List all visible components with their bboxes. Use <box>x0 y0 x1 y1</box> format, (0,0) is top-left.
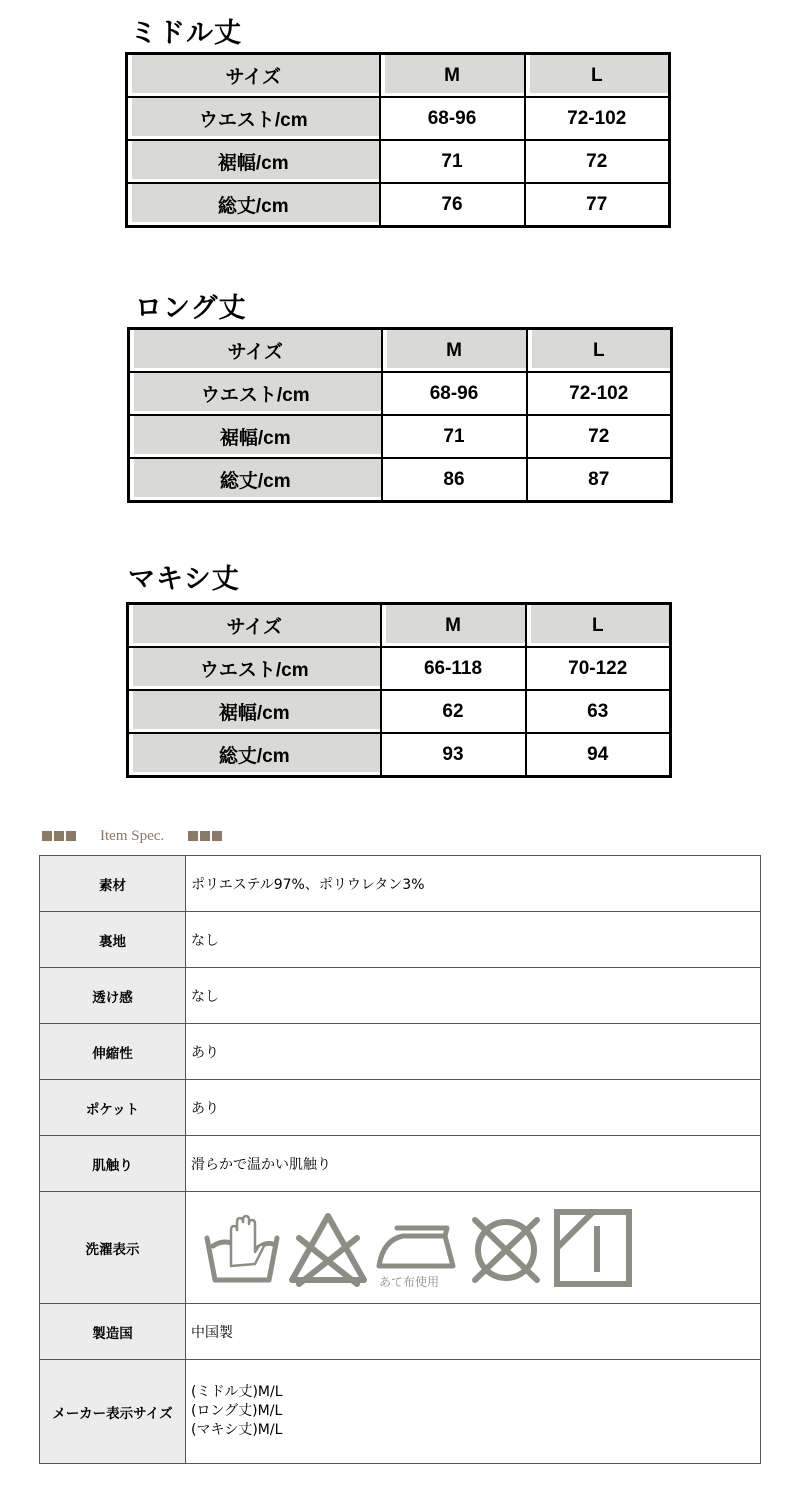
spec-row-washing <box>40 1192 761 1304</box>
spec-row-texture <box>40 1136 761 1192</box>
spec-row-lining <box>40 912 761 968</box>
middle-length-title: ミドル丈 <box>130 18 242 49</box>
row-label: 総丈/cm <box>128 733 381 777</box>
spec-value: 滑らかで温かい肌触り <box>186 1136 761 1192</box>
header-cell: M <box>381 604 526 648</box>
no-dry-clean-icon <box>465 1208 547 1288</box>
header-cell: サイズ <box>128 604 381 648</box>
spec-value: 中国製 <box>186 1304 761 1360</box>
square-icon <box>54 831 64 841</box>
maker-size-line: (ミドル丈)M/L <box>191 1384 283 1400</box>
spec-label: 肌触り <box>40 1136 186 1192</box>
spec-value: なし <box>186 912 761 968</box>
square-icon <box>212 831 222 841</box>
spec-value <box>186 1360 761 1464</box>
middle-length-size-table <box>125 52 671 228</box>
spec-label: 製造国 <box>40 1304 186 1360</box>
maker-size-line: (ロング丈)M/L <box>191 1403 283 1419</box>
header-cell: サイズ <box>129 329 382 373</box>
no-bleach-icon <box>287 1208 369 1288</box>
spec-label: 伸縮性 <box>40 1024 186 1080</box>
row-label: 総丈/cm <box>129 458 382 502</box>
spec-row-pocket <box>40 1080 761 1136</box>
table-row <box>129 372 672 415</box>
table-cell: 62 <box>381 690 526 733</box>
maker-size-line: (マキシ丈)M/L <box>191 1422 283 1438</box>
square-icon <box>66 831 76 841</box>
square-icon <box>188 831 198 841</box>
spec-label: ポケット <box>40 1080 186 1136</box>
table-cell: 72-102 <box>525 97 670 140</box>
svg-text:あて布使用: あて布使用 <box>379 1274 440 1289</box>
table-row <box>129 458 672 502</box>
table-cell: 66-118 <box>381 647 526 690</box>
header-cell: L <box>527 329 672 373</box>
table-header-row <box>127 54 670 98</box>
square-icon <box>42 831 52 841</box>
table-cell: 86 <box>382 458 527 502</box>
spec-label: 透け感 <box>40 968 186 1024</box>
iron-with-cloth-icon <box>375 1206 459 1290</box>
spec-label: メーカー表示サイズ <box>40 1360 186 1464</box>
spec-value: なし <box>186 968 761 1024</box>
table-row <box>128 647 671 690</box>
table-cell: 94 <box>526 733 671 777</box>
table-row <box>127 97 670 140</box>
table-cell: 76 <box>380 183 525 227</box>
table-cell: 72 <box>525 140 670 183</box>
item-spec-table <box>39 855 761 1464</box>
spec-label: 洗濯表示 <box>40 1192 186 1304</box>
header-cell: M <box>382 329 527 373</box>
hand-wash-icon <box>203 1208 281 1288</box>
spec-value: ポリエステル97%、ポリウレタン3% <box>186 856 761 912</box>
item-spec-heading <box>42 826 224 846</box>
table-cell: 72-102 <box>527 372 672 415</box>
table-cell: 93 <box>381 733 526 777</box>
row-label: 裾幅/cm <box>128 690 381 733</box>
spec-row-material <box>40 856 761 912</box>
row-label: 裾幅/cm <box>129 415 382 458</box>
long-length-title: ロング丈 <box>135 293 247 324</box>
table-cell: 87 <box>527 458 672 502</box>
row-label: ウエスト/cm <box>127 97 380 140</box>
spec-row-origin <box>40 1304 761 1360</box>
table-cell: 68-96 <box>382 372 527 415</box>
maxi-length-title: マキシ丈 <box>128 564 240 595</box>
table-cell: 63 <box>526 690 671 733</box>
spec-label: 裏地 <box>40 912 186 968</box>
table-row <box>128 690 671 733</box>
header-cell: サイズ <box>127 54 380 98</box>
spec-row-sheer <box>40 968 761 1024</box>
table-row <box>127 140 670 183</box>
header-cell: L <box>525 54 670 98</box>
row-label: ウエスト/cm <box>128 647 381 690</box>
table-cell: 77 <box>525 183 670 227</box>
table-cell: 68-96 <box>380 97 525 140</box>
table-row <box>128 733 671 777</box>
row-label: 裾幅/cm <box>127 140 380 183</box>
table-cell: 72 <box>527 415 672 458</box>
table-header-row <box>128 604 671 648</box>
spec-value: あり <box>186 1080 761 1136</box>
spec-row-maker-size <box>40 1360 761 1464</box>
care-symbols <box>186 1192 761 1304</box>
row-label: ウエスト/cm <box>129 372 382 415</box>
item-spec-label: Item Spec. <box>100 827 165 844</box>
header-cell: M <box>380 54 525 98</box>
table-row <box>127 183 670 227</box>
table-cell: 71 <box>380 140 525 183</box>
table-header-row <box>129 329 672 373</box>
header-cell: L <box>526 604 671 648</box>
table-cell: 71 <box>382 415 527 458</box>
table-row <box>129 415 672 458</box>
spec-label: 素材 <box>40 856 186 912</box>
square-icon <box>200 831 210 841</box>
hang-dry-icon <box>553 1208 635 1288</box>
row-label: 総丈/cm <box>127 183 380 227</box>
spec-value: あり <box>186 1024 761 1080</box>
long-length-size-table <box>127 327 673 503</box>
spec-row-stretch <box>40 1024 761 1080</box>
maxi-length-size-table <box>126 602 672 778</box>
table-cell: 70-122 <box>526 647 671 690</box>
